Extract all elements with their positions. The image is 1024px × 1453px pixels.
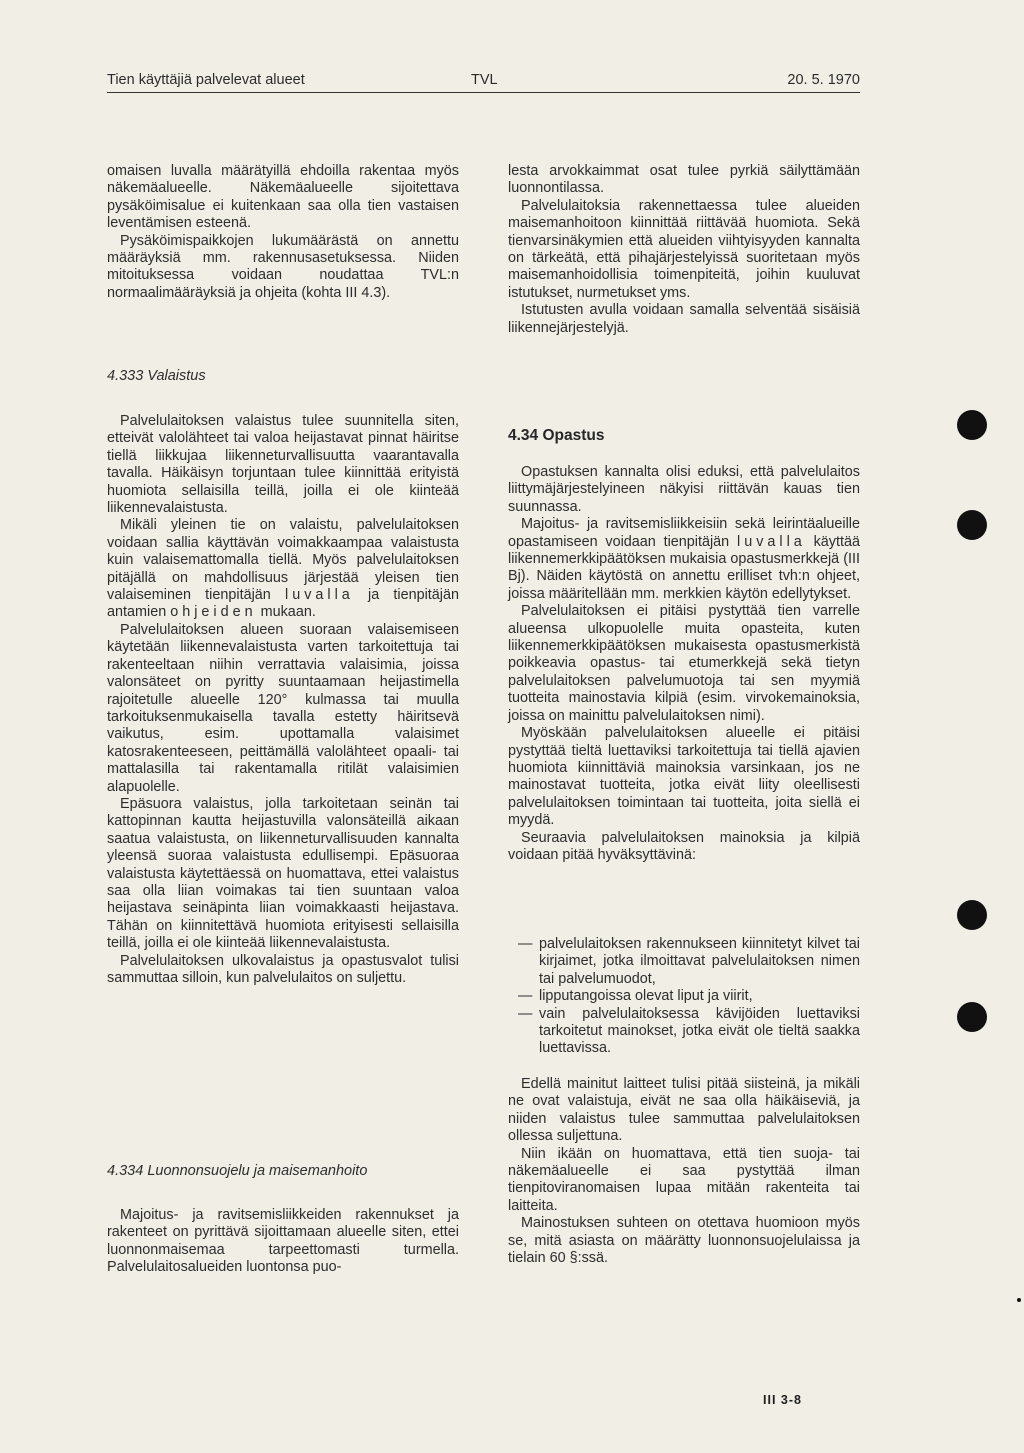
paragraph: Edellä mainitut laitteet tulisi pitää siisteinä, ja mikäli ne ovat valaistuja, eivät ne saa olla häikäiseviä, ja niiden valaistus tulee sammuttaa palvelulaitoksen ollessa suljettuna. [508,1076,860,1145]
paragraph: omaisen luvalla määrätyillä ehdoilla rakentaa myös näkemäalueelle. Näkemäalueelle sijoitettava pysäköimisalue ei kuitenkaan saa olla tien vastaisen leventämisen esteenä. [107,163,459,232]
left-column-luonnonsuojelu [107,1207,459,1277]
right-column-bottom [508,1076,860,1267]
emphasis-ohjeiden: ohjeiden [170,604,257,621]
paragraph: Palvelulaitoksia rakennettaessa tulee alueiden maisemanhoitoon kiinnittää riittävää huomiota. Sekä tienvarsinäkymien että alueiden viihtyisyyden kannalta on tärkeätä, että pihajärjestelyissä suoritetaan myös maisemanhoidollisia toimenpiteitä, joihin kuuluvat istutukset, nurmetukset yms. [508,197,860,301]
right-column-opastus [508,464,860,864]
paragraph: Pysäköimispaikkojen lukumäärästä on annettu määräyksiä mm. rakennusasetuksessa. Niiden mitoituksessa voidaan noudattaa TVL:n normaalimääräyksiä ja ohjeita (kohta III 4.3). [107,232,459,301]
punch-hole [957,1002,987,1032]
paragraph: Istutusten avulla voidaan samalla selventää sisäisiä liikennejärjestelyjä. [508,302,860,336]
paragraph: Majoitus- ja ravitsemisliikkeisiin sekä leirintäalueille opastamiseen voidaan tienpitäjän luvalla käyttää liikennemerkkipäätöksen mukaisia opastusmerkkejä (III Bj). Näiden käytöstä on annettu erilliset tvh:n ohjeet, joissa määritellään mm. merkkien käytön edellytykset. [508,516,861,602]
paragraph: Palvelulaitoksen ulkovalaistus ja opastusvalot tulisi sammuttaa silloin, kun palvelulaitos on suljettu. [107,952,459,986]
list-item: — palvelulaitoksen rakennukseen kiinnitetyt kilvet tai kirjaimet, jotka ilmoittavat palvelulaitoksen nimen tai palvelumuodot, [518,936,860,988]
paragraph: Mainostuksen suhteen on otettava huomioon myös se, mitä asiasta on määrätty luonnonsuojelulaissa ja tielain 60 §:ssä. [508,1215,860,1267]
paragraph: Epäsuora valaistus, jolla tarkoitetaan seinän tai kattopinnan kautta heijastuvilla valonsäteillä aikaan saatua valaistusta, on liikenneturvallisuuden kannalta yleensä suoraa valaistusta edullisempi. Epäsuoraa valaistusta käytettäessä on huomattava, ettei valaistus saa olla liian voimakas tai tien suuntaan valoa heijastava seinäpinta liian voimakkaasti heijastava. Tähän on kiinnitettävä huomiota erityisesti sellaisilla teillä, joilla ei ole kiinteää liikennevalaistusta. [107,795,459,952]
header-section-title: Tien käyttäjiä palvelevat alueet [107,72,305,88]
page-header [107,68,860,93]
paragraph: Myöskään palvelulaitoksen alueelle ei pitäisi pystyttää tieltä luettaviksi tarkoitettuja tai tiellä ajavien huomiota kiinnittäviä mainoksia varsinkaan, jos ne mainostavat tuotteita, jotka eivät liity oleellisesti palvelulaitoksen toimintaan tai tuotteita, joita siellä ei myydä. [508,725,860,829]
punch-hole [957,510,987,540]
heading-valaistus: 4.333 Valaistus [107,368,206,384]
heading-opastus: 4.34 Opastus [508,427,605,444]
list-item: — vain palvelulaitoksessa kävijöiden luettaviksi tarkoitetut mainokset, jotka eivät ole tieltä saakka luettavissa. [518,1006,860,1058]
punch-hole [957,900,987,930]
acceptable-signs-list [518,936,860,1058]
paragraph: Seuraavia palvelulaitoksen mainoksia ja kilpiä voidaan pitää hyväksyttävinä: [508,829,860,863]
paragraph: Palvelulaitoksen valaistus tulee suunnitella siten, etteivät valolähteet tai valoa heijastavat pinnat häiritse tiellä liikkujaa liikenneturvallisuutta vaarantavalla tavalla. Häikäisyn torjuntaan tulee kiinnittää erityistä huomiota sellaisilla teillä, joilla ei ole kiinteää liikennevalaistusta. [107,413,459,517]
page-number: III 3-8 [763,1393,802,1407]
paragraph: Mikäli yleinen tie on valaistu, palvelulaitoksen voidaan sallia käyttävän voimakkaampaa valaistusta kuin valaisemattomalla tiellä. Myös palvelulaitoksen pitäjällä on mahdollisuus järjestää yleisen tien valaiseminen tienpitäjän luvalla ja tienpitäjän antamien ohjeiden mukaan. [107,517,460,621]
speck-mark [1017,1298,1021,1302]
paragraph: lesta arvokkaimmat osat tulee pyrkiä säilyttämään luonnontilassa. [508,163,860,197]
paragraph: Niin ikään on huomattava, että tien suoja- tai näkemäalueelle ei saa pystyttää ilman tienpitoviranomaisen lupaa mitään rakenteita tai laitteita. [508,1145,860,1214]
emphasis-luvalla: luvalla [737,533,806,550]
emphasis-luvalla: luvalla [285,587,354,604]
heading-luonnonsuojelu: 4.334 Luonnonsuojelu ja maisemanhoito [107,1163,368,1179]
punch-hole [957,410,987,440]
paragraph: Majoitus- ja ravitsemisliikkeiden rakennukset ja rakenteet on pyrittävä sijoittamaan alueelle siten, ettei luonnonmaisemaa tarpeettomasti turmella. Palvelulaitosalueiden luontonsa puo- [107,1207,459,1276]
paragraph: Palvelulaitoksen alueen suoraan valaisemiseen käytetään liikennevalaistusta varten tarkoitettuja tai rakenteeltaan niihin verrattavia valaisimia, joissa valonsäteet on pyritty suuntaamaan heijastimella rajoitetulle alueelle 120° kulmassa tai muulla tarkoituksenmukaisella tavalla estetty häiritsevä vaikutus, esim. upottamalla valaisimet katosrakenteeseen, peittämällä valolähteet opaali- tai mattalasilla tai rakentamalla ritilät valaisimien alapuolelle. [107,621,459,795]
paragraph: Opastuksen kannalta olisi eduksi, että palvelulaitos liittymäjärjestelyineen näkyisi riittävän kauas tien suunnassa. [508,464,860,515]
right-column-list [518,936,860,1058]
left-column-valaistus [107,413,459,987]
header-date: 20. 5. 1970 [787,72,860,88]
left-column-top [107,163,459,302]
header-publisher: TVL [471,72,498,88]
paragraph: Palvelulaitoksen ei pitäisi pystyttää tien varrelle alueensa ulkopuolelle muita opasteita, kuten liikennemerkkipäätöksen mukaisesta opastusmerkistä poikkeavia opastus- tai etumerkkejä sekä tietyn palvelulaitoksen palvelumuotoja tai sen myymiä tuotteita mainostavia kilpiä (esim. virvokemainoksia, joissa on mainittu palvelulaitoksen nimi). [508,603,860,724]
right-column-top [508,163,860,337]
list-item: — lipputangoissa olevat liput ja viirit, [518,988,860,1005]
